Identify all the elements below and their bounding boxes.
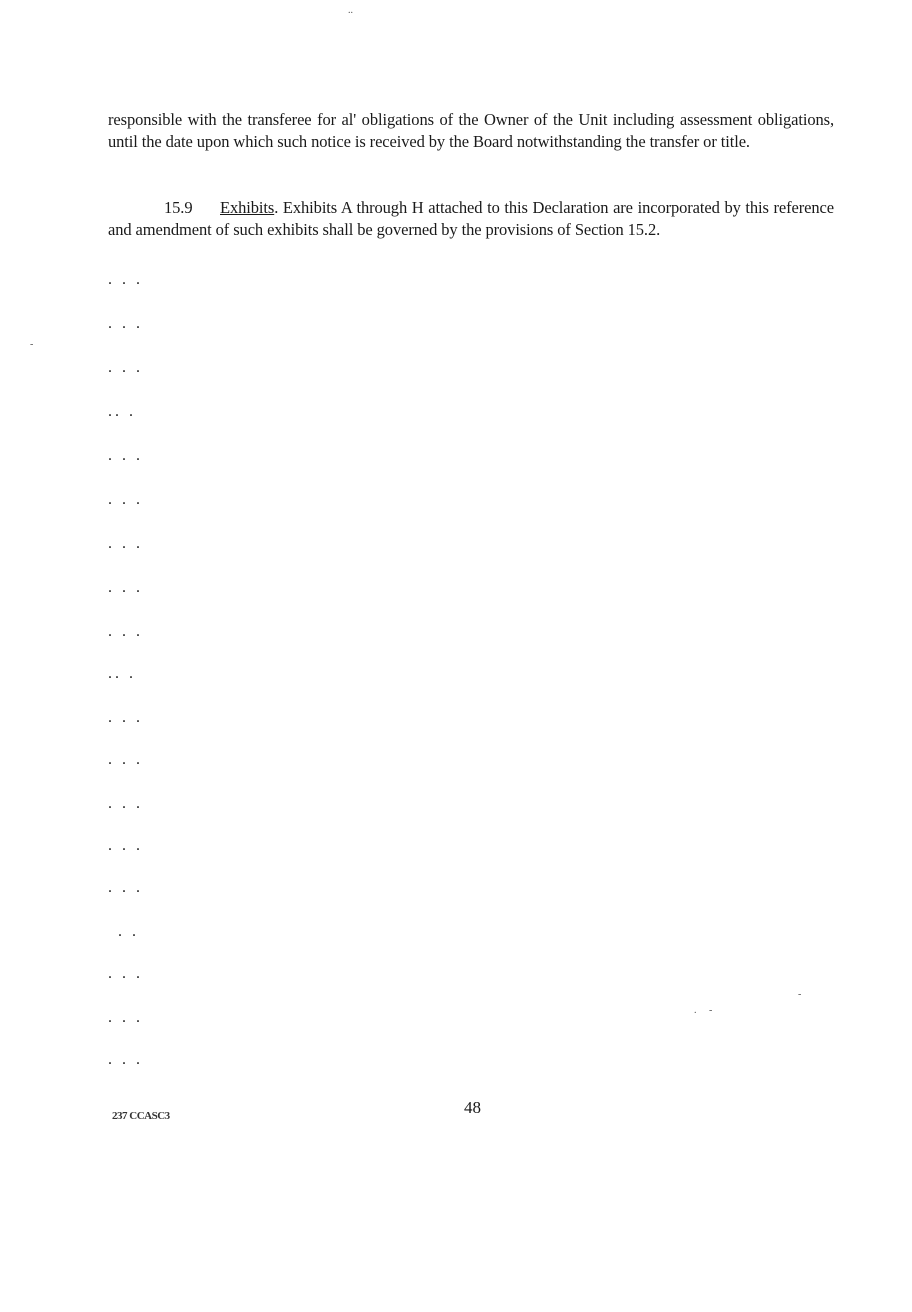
ellipsis-row: . . . xyxy=(108,491,143,508)
ellipsis-row: . . . xyxy=(108,709,143,726)
ellipsis-row: .. . xyxy=(108,403,136,420)
scan-artifact: - xyxy=(30,339,34,350)
paragraph-continuation: responsible with the transferee for al' obligations of the Owner of the Unit including assessment obligations, until the date upon which such notice is received by the Board notwithstanding the transfer or title. xyxy=(108,109,834,151)
ellipsis-row: . . . xyxy=(108,271,143,288)
ellipsis-row: . . . xyxy=(108,795,143,812)
ellipsis-row: . . . xyxy=(108,879,143,896)
ellipsis-row: . . . xyxy=(108,447,143,464)
ellipsis-row: . . . xyxy=(108,1051,143,1068)
ellipsis-row: . . . xyxy=(108,315,143,332)
scan-artifact: .. xyxy=(348,5,353,16)
ellipsis-row: . . . xyxy=(108,751,143,768)
document-footer-code: 237 CCASC3 xyxy=(112,1110,170,1122)
section-number: 15.9 xyxy=(164,197,193,217)
page-number: 48 xyxy=(464,1098,481,1117)
scan-artifact: . - xyxy=(694,1005,713,1016)
section-heading: Exhibits xyxy=(220,197,275,217)
ellipsis-row: . . . xyxy=(108,965,143,982)
section-body-text: . Exhibits A through H attached to this Declaration are incorporated by this reference and amendment of such exhibits shall be governed by the provisions of Section 15.2. xyxy=(108,197,834,239)
ellipsis-row: . . . xyxy=(108,1009,143,1026)
ellipsis-row: . . xyxy=(118,923,139,940)
ellipsis-row: . . . xyxy=(108,579,143,596)
ellipsis-row: . . . xyxy=(108,837,143,854)
ellipsis-row: .. . xyxy=(108,665,136,682)
ellipsis-row: . . . xyxy=(108,535,143,552)
section-15-9-paragraph xyxy=(108,197,834,241)
ellipsis-row: . . . xyxy=(108,623,143,640)
scan-artifact: - xyxy=(798,989,802,1000)
ellipsis-row: . . . xyxy=(108,359,143,376)
